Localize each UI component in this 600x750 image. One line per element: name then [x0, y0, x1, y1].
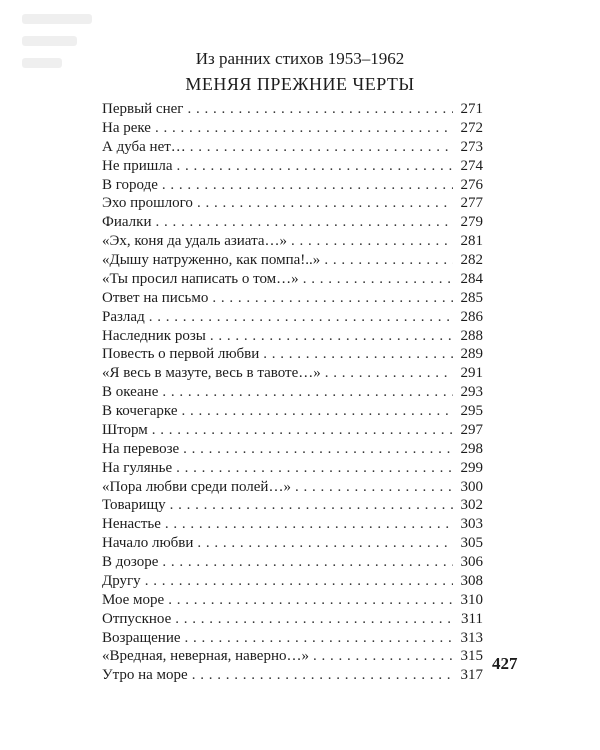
dot-leader — [181, 402, 453, 421]
dot-leader — [165, 515, 453, 534]
toc-entry-title: Другу — [102, 572, 141, 589]
toc-entry — [102, 194, 483, 213]
toc-entry-page: 315 — [460, 648, 483, 665]
toc-entry-title: В дозоре — [102, 554, 159, 570]
toc-entry-title: Шторм — [102, 421, 148, 438]
toc-entry-page: 279 — [460, 214, 483, 231]
toc-entry-title: Утро на море — [102, 667, 188, 684]
toc-entry-page: 303 — [460, 516, 483, 533]
toc-entry-page: 311 — [461, 610, 483, 627]
toc-entry — [102, 647, 483, 666]
toc-entry-page: 281 — [460, 233, 483, 250]
dot-leader — [313, 647, 453, 666]
dot-leader — [291, 232, 453, 251]
toc-entry-title: Возращение — [102, 629, 181, 646]
table-of-contents — [102, 100, 483, 685]
toc-entry — [102, 440, 483, 459]
toc-entry-title: «Пора любви среди полей…» — [102, 478, 291, 495]
toc-entry-title: Товарищу — [102, 497, 166, 514]
toc-entry-page: 308 — [460, 572, 483, 589]
dot-leader — [152, 421, 453, 440]
toc-entry-title: А дуба нет… — [102, 138, 186, 155]
toc-entry-title: Отпускное — [102, 610, 172, 627]
toc-entry — [102, 157, 483, 176]
toc-entry — [102, 553, 483, 572]
toc-entry-title: Разлад — [102, 308, 145, 325]
dot-leader — [183, 440, 453, 459]
toc-entry — [102, 119, 483, 138]
toc-entry — [102, 345, 483, 364]
toc-entry — [102, 176, 483, 195]
toc-entry-page: 272 — [460, 119, 483, 136]
dot-leader — [155, 119, 453, 138]
toc-entry — [102, 572, 483, 591]
toc-entry-title: Ответ на письмо — [102, 289, 209, 306]
toc-entry-title: В кочегарке — [102, 403, 178, 419]
toc-entry-title: Наследник розы — [102, 327, 206, 344]
toc-entry-page: 293 — [460, 384, 483, 401]
toc-entry-page: 273 — [460, 138, 483, 155]
dot-leader — [187, 100, 453, 119]
dot-leader — [162, 553, 453, 572]
toc-entry — [102, 629, 483, 648]
toc-entry-title: «Вредная, неверная, наверно…» — [102, 648, 309, 665]
toc-entry-page: 291 — [460, 365, 483, 382]
toc-entry-page: 286 — [460, 308, 483, 325]
toc-entry-title: «Дышу натруженно, как помпа!..» — [102, 252, 321, 268]
toc-entry — [102, 232, 483, 251]
toc-entry — [102, 364, 483, 383]
dot-leader — [324, 251, 453, 270]
toc-entry-title: Начало любви — [102, 535, 194, 552]
toc-entry-page: 285 — [460, 289, 483, 306]
toc-entry-page: 271 — [460, 101, 483, 117]
toc-entry — [102, 666, 483, 685]
toc-entry-title: «Я весь в мазуте, весь в тавоте…» — [102, 365, 321, 382]
toc-entry-page: 297 — [460, 421, 483, 438]
dot-leader — [170, 496, 453, 515]
dot-leader — [263, 345, 453, 364]
toc-entry — [102, 327, 483, 346]
toc-entry — [102, 591, 483, 610]
toc-entry-title: На гулянье — [102, 459, 173, 476]
toc-entry-page: 298 — [460, 440, 483, 457]
dot-leader — [145, 572, 453, 591]
toc-entry-page: 317 — [460, 667, 483, 684]
toc-entry — [102, 213, 483, 232]
toc-entry — [102, 515, 483, 534]
toc-entry-title: В городе — [102, 176, 158, 193]
toc-entry — [102, 402, 483, 421]
dot-leader — [192, 666, 453, 685]
section-title: МЕНЯЯ ПРЕЖНИЕ ЧЕРТЫ — [185, 74, 415, 94]
toc-entry-page: 277 — [460, 195, 483, 212]
toc-entry-page: 310 — [460, 591, 483, 608]
toc-entry-page: 282 — [460, 252, 483, 268]
toc-entry — [102, 251, 483, 270]
dot-leader — [325, 364, 453, 383]
toc-entry-page: 274 — [460, 157, 483, 174]
toc-entry-title: Эхо прошлого — [102, 195, 193, 212]
dot-leader — [168, 591, 453, 610]
dot-leader — [162, 383, 453, 402]
toc-entry — [102, 100, 483, 119]
toc-entry — [102, 289, 483, 308]
dot-leader — [177, 157, 454, 176]
toc-entry-page: 284 — [460, 270, 483, 287]
toc-entry — [102, 478, 483, 497]
dot-leader — [162, 176, 453, 195]
toc-entry-title: Повесть о первой любви — [102, 346, 260, 363]
toc-entry-title: «Ты просил написать о том…» — [102, 270, 299, 287]
toc-entry-page: 276 — [460, 176, 483, 193]
dot-leader — [190, 138, 453, 157]
dot-leader — [149, 308, 453, 327]
toc-entry-page: 295 — [460, 403, 483, 419]
toc-entry-page: 300 — [460, 478, 483, 495]
dot-leader — [176, 459, 453, 478]
toc-entry-title: Мое море — [102, 591, 165, 608]
toc-entry-page: 313 — [460, 629, 483, 646]
toc-entry — [102, 138, 483, 157]
dot-leader — [210, 327, 453, 346]
section-subtitle: Из ранних стихов 1953–1962 — [195, 49, 405, 68]
toc-entry — [102, 270, 483, 289]
toc-entry-title: На реке — [102, 119, 151, 136]
toc-entry — [102, 421, 483, 440]
dot-leader — [212, 289, 453, 308]
toc-entry-title: «Эх, коня да удаль азиата…» — [102, 233, 287, 250]
dot-leader — [155, 213, 453, 232]
toc-entry — [102, 496, 483, 515]
toc-entry-page: 305 — [460, 535, 483, 552]
toc-entry-page: 302 — [460, 497, 483, 514]
toc-entry-title: Ненастье — [102, 516, 161, 533]
toc-entry — [102, 534, 483, 553]
dot-leader — [197, 534, 453, 553]
toc-entry-title: В океане — [102, 384, 159, 401]
toc-entry-title: Первый снег — [102, 101, 184, 117]
dot-leader — [185, 629, 453, 648]
dot-leader — [295, 478, 453, 497]
toc-entry — [102, 459, 483, 478]
dot-leader — [197, 194, 453, 213]
page-number: 427 — [492, 654, 518, 673]
toc-entry-title: На перевозе — [102, 440, 180, 457]
toc-entry — [102, 383, 483, 402]
toc-entry-page: 306 — [460, 554, 483, 570]
toc-entry-page: 299 — [460, 459, 483, 476]
toc-entry-title: Фиалки — [102, 214, 152, 231]
toc-entry-page: 289 — [460, 346, 483, 363]
toc-entry — [102, 610, 483, 629]
dot-leader — [303, 270, 453, 289]
toc-entry — [102, 308, 483, 327]
section-header — [0, 47, 600, 97]
toc-entry-title: Не пришла — [102, 157, 173, 174]
toc-entry-page: 288 — [460, 327, 483, 344]
dot-leader — [175, 610, 453, 629]
